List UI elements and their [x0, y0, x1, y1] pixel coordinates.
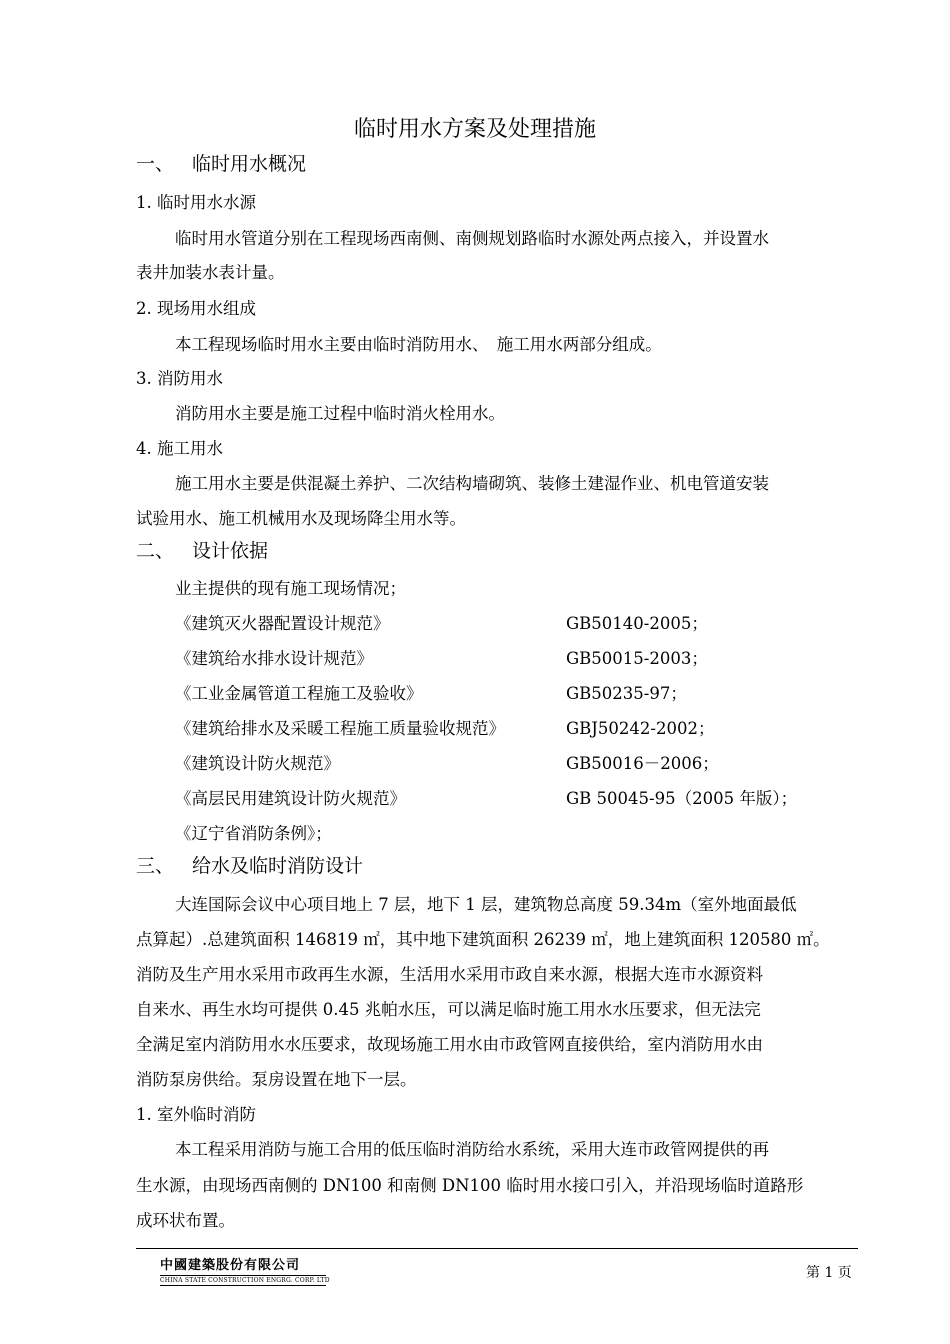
- paragraph-line: 表井加装水表计量。: [136, 263, 285, 282]
- page-number: 第 1 页: [806, 1265, 852, 1281]
- paragraph-line: 临时用水管道分别在工程现场西南侧、南侧规划路临时水源处两点接入，并设置水: [175, 229, 769, 248]
- subheading: 3. 消防用水: [136, 369, 223, 388]
- reference-code: GB50016－2006；: [566, 754, 719, 773]
- reference-name: 《辽宁省消防条例》；: [175, 824, 332, 843]
- reference-code: GB 50045-95（2005 年版）；: [566, 789, 798, 808]
- section-heading-2: [136, 539, 268, 563]
- reference-name: 《建筑设计防火规范》: [175, 754, 340, 773]
- document-title: 临时用水方案及处理措施: [353, 117, 596, 142]
- reference-code: GB50140-2005；: [566, 614, 708, 633]
- section-heading-1: [136, 152, 306, 176]
- paragraph-line: 生水源，由现场西南侧的 DN100 和南侧 DN100 临时用水接口引入，并沿现场临时道路形: [136, 1176, 804, 1195]
- paragraph-line: 试验用水、施工机械用水及现场降尘用水等。: [136, 509, 466, 528]
- subheading: 1. 临时用水水源: [136, 193, 256, 212]
- company-logo: [160, 1258, 330, 1288]
- section-title: 给水及临时消防设计: [192, 855, 364, 877]
- subheading: 4. 施工用水: [136, 439, 223, 458]
- reference-code: GB50235-97；: [566, 684, 687, 703]
- paragraph-line: 业主提供的现有施工现场情况；: [175, 579, 406, 598]
- paragraph-line: 大连国际会议中心项目地上 7 层，地下 1 层，建筑物总高度 59.34m（室外地面最低: [175, 895, 797, 914]
- paragraph-line: 本工程现场临时用水主要由临时消防用水、 施工用水两部分组成。: [175, 335, 662, 354]
- reference-name: 《工业金属管道工程施工及验收》: [175, 684, 423, 703]
- subheading: 2. 现场用水组成: [136, 299, 256, 318]
- paragraph-line: 消防及生产用水采用市政再生水源，生活用水采用市政自来水源，根据大连市水源资料: [136, 965, 763, 984]
- reference-name: 《建筑给排水及采暖工程施工质量验收规范》: [175, 719, 505, 738]
- logo-english-text: CHINA STATE CONSTRUCTION ENGRG. CORP. LTD: [160, 1277, 330, 1284]
- footer-divider: [136, 1248, 858, 1249]
- paragraph-line: 本工程采用消防与施工合用的低压临时消防给水系统，采用大连市政管网提供的再: [175, 1140, 769, 1159]
- paragraph-line: 全满足室内消防用水水压要求，故现场施工用水由市政管网直接供给，室内消防用水由: [136, 1035, 763, 1054]
- paragraph-line: 消防用水主要是施工过程中临时消火栓用水。: [175, 404, 505, 423]
- paragraph-line: 施工用水主要是供混凝土养护、二次结构墙砌筑、装修土建湿作业、机电管道安装: [175, 474, 769, 493]
- logo-chinese-text: 中國建築股份有限公司: [160, 1258, 301, 1273]
- reference-name: 《高层民用建筑设计防火规范》: [175, 789, 406, 808]
- section-number: 二、: [136, 540, 175, 562]
- paragraph-line: 消防泵房供给。泵房设置在地下一层。: [136, 1070, 417, 1089]
- paragraph-line: 自来水、再生水均可提供 0.45 兆帕水压，可以满足临时施工用水水压要求，但无法完: [136, 1000, 761, 1019]
- section-title: 设计依据: [192, 540, 269, 562]
- subheading: 1. 室外临时消防: [136, 1105, 256, 1124]
- section-number: 三、: [136, 855, 175, 877]
- section-heading-3: [136, 854, 363, 878]
- reference-code: GBJ50242-2002；: [566, 719, 715, 738]
- section-number: 一、: [136, 153, 175, 175]
- paragraph-line: 成环状布置。: [136, 1211, 235, 1230]
- reference-name: 《建筑给水排水设计规范》: [175, 649, 373, 668]
- section-title: 临时用水概况: [192, 153, 307, 175]
- reference-code: GB50015-2003；: [566, 649, 708, 668]
- paragraph-line: 点算起）.总建筑面积 146819 ㎡，其中地下建筑面积 26239 ㎡，地上建筑面积 120580 ㎡。: [136, 930, 830, 949]
- reference-name: 《建筑灭火器配置设计规范》: [175, 614, 390, 633]
